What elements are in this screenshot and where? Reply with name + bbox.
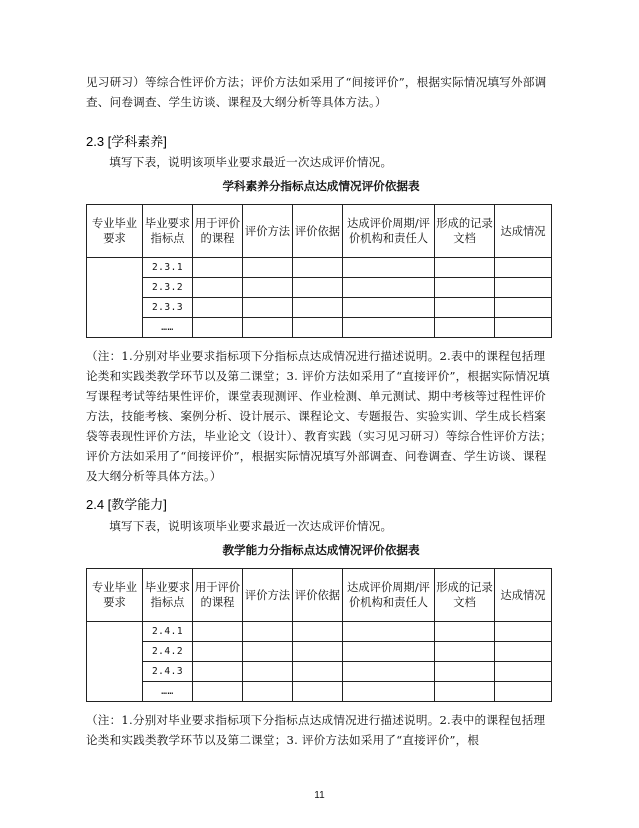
header-cell: 用于评价的课程 xyxy=(193,205,243,258)
table-header-row xyxy=(87,569,552,622)
header-cell: 评价方法 xyxy=(243,205,293,258)
evaluation-table-2-4 xyxy=(86,568,552,702)
section-intro-2-4: 填写下表，说明该项毕业要求最近一次达成评价情况。 xyxy=(109,519,393,533)
table-caption-2-3: 学科素养分指标点达成情况评价依据表 xyxy=(222,179,420,193)
header-cell: 评价依据 xyxy=(293,569,343,622)
indicator-cell: 2.4.1 xyxy=(143,622,193,642)
header-cell: 达成情况 xyxy=(495,569,552,622)
header-cell: 评价方法 xyxy=(243,569,293,622)
indicator-cell: …… xyxy=(143,682,193,702)
indicator-cell: 2.4.2 xyxy=(143,642,193,662)
table-row xyxy=(87,642,552,662)
table-row xyxy=(87,278,552,298)
table-caption-2-4: 教学能力分指标点达成情况评价依据表 xyxy=(222,543,420,557)
table-header-row xyxy=(87,205,552,258)
header-cell: 形成的记录文档 xyxy=(435,569,495,622)
table-note-2-4: （注：1.分别对毕业要求指标项下分指标点达成情况进行描述说明。2.表中的课程包括理论类和实践类教学环节以及第二课堂；3. 评价方法如采用了“直接评价”，根 xyxy=(86,713,546,747)
table-row xyxy=(87,298,552,318)
evaluation-table-2-3 xyxy=(86,204,552,338)
merged-requirement-cell xyxy=(87,258,143,338)
page-number: 11 xyxy=(314,790,325,801)
header-cell: 毕业要求指标点 xyxy=(143,205,193,258)
indicator-cell: 2.3.2 xyxy=(143,278,193,298)
header-cell: 达成评价周期/评价机构和责任人 xyxy=(343,205,435,258)
header-cell: 评价依据 xyxy=(293,205,343,258)
header-cell: 专业毕业要求 xyxy=(87,205,143,258)
header-cell: 专业毕业要求 xyxy=(87,569,143,622)
indicator-cell: …… xyxy=(143,318,193,338)
table-row xyxy=(87,662,552,682)
merged-requirement-cell xyxy=(87,622,143,702)
table-row xyxy=(87,682,552,702)
continued-paragraph: 见习研习）等综合性评价方法；评价方法如采用了“间接评价”，根据实际情况填写外部调查、问卷调查、学生访谈、课程及大纲分析等具体方法。） xyxy=(86,75,547,109)
table-row xyxy=(87,258,552,278)
indicator-cell: 2.4.3 xyxy=(143,662,193,682)
table-note-2-3: （注：1.分别对毕业要求指标项下分指标点达成情况进行描述说明。2.表中的课程包括理论类和实践类教学环节以及第二课堂；3. 评价方法如采用了“直接评价”，根据实际情况填写课程考试等结果性评价，课堂表现测评、作业检测、单元测试、期中考核等过程性评价方法，技能考核、案例分析、设计展示、课程论文、专题报告、实验实训、学生成长档案袋等表现性评价方法，毕业论文（设计）、教育实践（实习见习研习）等综合性评价方法；评价方法如采用了“间接评价”，根据实际情况填写外部调查、问卷调查、学生访谈、课程及大纲分析等具体方法。） xyxy=(86,349,552,483)
header-cell: 达成评价周期/评价机构和责任人 xyxy=(343,569,435,622)
header-cell: 形成的记录文档 xyxy=(435,205,495,258)
table-row xyxy=(87,622,552,642)
header-cell: 达成情况 xyxy=(495,205,552,258)
table-row xyxy=(87,318,552,338)
section-heading-2-4: 2.4 [教学能力] xyxy=(86,497,167,512)
section-intro-2-3: 填写下表，说明该项毕业要求最近一次达成评价情况。 xyxy=(109,155,393,169)
indicator-cell: 2.3.1 xyxy=(143,258,193,278)
section-heading-2-3: 2.3 [学科素养] xyxy=(86,134,167,149)
indicator-cell: 2.3.3 xyxy=(143,298,193,318)
header-cell: 用于评价的课程 xyxy=(193,569,243,622)
header-cell: 毕业要求指标点 xyxy=(143,569,193,622)
